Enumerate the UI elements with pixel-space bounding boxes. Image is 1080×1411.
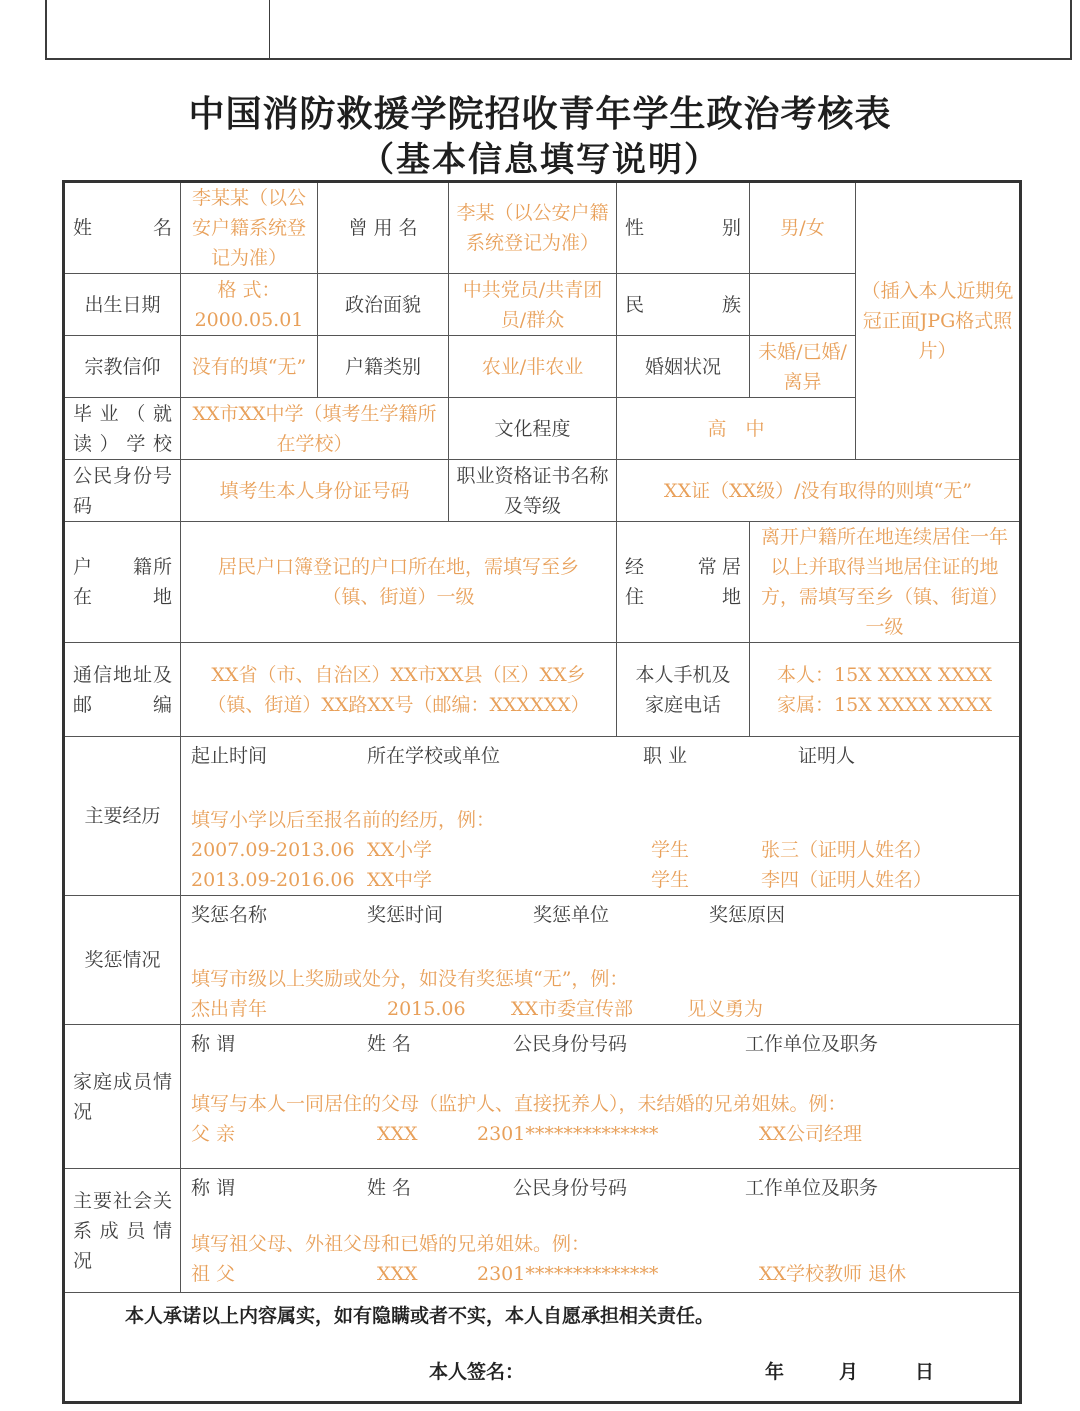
signature-line (69, 1331, 1015, 1387)
cell-job: XX学校教师 退休 (759, 1263, 907, 1285)
social-col-id: 公民身份号码 (513, 1177, 628, 1199)
social-relations-label: 主要社会关系成员情 况 (64, 1169, 181, 1293)
social-col-job: 工作单位及职务 (745, 1177, 879, 1199)
cell-name: XXX (377, 1263, 418, 1285)
experience-col-job: 职 业 (643, 745, 688, 767)
cell-reward-unit: XX市委宣传部 (511, 998, 634, 1020)
cell-period: 2007.09-2013.06 (191, 839, 355, 861)
experience-columns (191, 737, 1015, 771)
cell-reward-time: 2015.06 (387, 998, 466, 1020)
household-type-label: 户籍类别 (318, 336, 449, 398)
cell-name: XXX (377, 1123, 418, 1145)
experience-col-witness: 证明人 (798, 745, 856, 767)
marital-status-field[interactable]: 未婚/已婚/离异 (750, 336, 856, 398)
experience-row (191, 835, 1015, 865)
social-relations-field[interactable] (181, 1169, 1021, 1293)
household-type-field[interactable]: 农业/非农业 (449, 336, 617, 398)
family-col-name: 姓 名 (367, 1033, 412, 1055)
date-year[interactable]: 年 (765, 1361, 785, 1383)
marital-status-label: 婚姻状况 (617, 336, 750, 398)
family-field[interactable] (181, 1025, 1021, 1169)
rewards-col-unit: 奖惩单位 (533, 904, 610, 926)
cell-relation: 祖 父 (191, 1263, 236, 1285)
family-row (191, 1119, 1015, 1149)
phone-label: 本人手机及家庭电话 (617, 643, 750, 737)
social-col-name: 姓 名 (367, 1177, 412, 1199)
certificate-field[interactable]: XX证（XX级）/没有取得的则填“无” (617, 460, 1021, 522)
former-name-label: 曾 用 名 (318, 182, 449, 274)
ethnicity-label: 民 族 (617, 274, 750, 336)
cell-job: XX公司经理 (759, 1123, 863, 1145)
social-hint: 填写祖父母、外祖父母和已婚的兄弟姐妹。例： (191, 1233, 591, 1255)
certificate-label: 职业资格证书名称及等级 (449, 460, 617, 522)
cell-relation: 父 亲 (191, 1123, 236, 1145)
political-status-field[interactable]: 中共党员/共青团员/群众 (449, 274, 617, 336)
name-label: 姓 名 (64, 182, 181, 274)
political-status-label: 政治面貌 (318, 274, 449, 336)
social-columns (191, 1169, 1015, 1203)
cell-reward-name: 杰出青年 (191, 998, 268, 1020)
rewards-field[interactable] (181, 896, 1021, 1025)
date-month[interactable]: 月 (839, 1361, 859, 1383)
rewards-col-reason: 奖惩原因 (709, 904, 786, 926)
date-day[interactable]: 日 (915, 1361, 935, 1383)
form-subtitle: （基本信息填写说明） (360, 140, 720, 180)
residence-label: 经 常居 住 地 (617, 522, 750, 643)
previous-page-table-fragment (45, 0, 1072, 60)
address-label: 通信地址及 邮 编 (64, 643, 181, 737)
address-field[interactable]: XX省（市、自治区）XX市XX县（区）XX乡（镇、街道）XX路XX号（邮编：XXXXXX） (181, 643, 617, 737)
family-columns (191, 1025, 1015, 1059)
family-col-job: 工作单位及职务 (745, 1033, 879, 1055)
id-number-field[interactable]: 填考生本人身份证号码 (181, 460, 449, 522)
hukou-location-label: 户 籍所 在 地 (64, 522, 181, 643)
phone-self: 本人：15X XXXX XXXX (777, 663, 992, 686)
experience-row (191, 865, 1015, 895)
hukou-location-field[interactable]: 居民户口簿登记的户口所在地，需填写至乡（镇、街道）一级 (181, 522, 617, 643)
experience-field[interactable] (181, 737, 1021, 896)
rewards-hint: 填写市级以上奖励或处分，如没有奖惩填“无”，例： (191, 968, 629, 990)
rewards-columns (191, 896, 1015, 930)
pledge-statement: 本人承诺以上内容属实，如有隐瞒或者不实，本人自愿承担相关责任。 (125, 1305, 715, 1327)
religion-field[interactable]: 没有的填“无” (181, 336, 318, 398)
cell-id: 2301************** (477, 1123, 659, 1145)
family-col-id: 公民身份号码 (513, 1033, 628, 1055)
experience-col-period: 起止时间 (191, 745, 268, 767)
experience-hint: 填写小学以后至报名前的经历，例： (191, 809, 496, 831)
birth-date-field[interactable]: 格 式：2000.05.01 (181, 274, 318, 336)
education-field[interactable]: 高 中 (617, 398, 856, 460)
ethnicity-field[interactable] (750, 274, 856, 336)
cell-unit: XX小学 (367, 839, 433, 861)
table-divider (269, 0, 270, 58)
cell-reward-reason: 见义勇为 (687, 998, 764, 1020)
cell-period: 2013.09-2016.06 (191, 869, 355, 891)
photo-placeholder[interactable]: （插入本人近期免冠正面JPG格式照片） (856, 182, 1021, 460)
cell-unit: XX中学 (367, 869, 433, 891)
cell-job: 学生 (651, 869, 690, 891)
gender-field[interactable]: 男/女 (750, 182, 856, 274)
rewards-col-time: 奖惩时间 (367, 904, 444, 926)
school-label: 毕业（就读）学校 (64, 398, 181, 460)
school-field[interactable]: XX市XX中学（填考生学籍所在学校） (181, 398, 449, 460)
social-col-relation: 称 谓 (191, 1177, 236, 1199)
family-col-relation: 称 谓 (191, 1033, 236, 1055)
form-title: 中国消防救援学院招收青年学生政治考核表 (188, 93, 892, 135)
education-label: 文化程度 (449, 398, 617, 460)
rewards-label: 奖惩情况 (64, 896, 181, 1025)
family-label: 家庭成员情 况 (64, 1025, 181, 1169)
rewards-row (191, 994, 1015, 1024)
residence-field[interactable]: 离开户籍所在地连续居住一年以上并取得当地居住证的地方，需填写至乡（镇、街道）一级 (750, 522, 1021, 643)
social-row (191, 1259, 1015, 1289)
experience-col-unit: 所在学校或单位 (367, 745, 501, 767)
rewards-col-name: 奖惩名称 (191, 904, 268, 926)
experience-label: 主要经历 (64, 737, 181, 896)
gender-label: 性 别 (617, 182, 750, 274)
signature-label[interactable]: 本人签名： (429, 1361, 525, 1383)
phone-family: 家属：15X XXXX XXXX (777, 693, 992, 716)
phone-field[interactable] (750, 643, 1021, 737)
birth-date-label: 出生日期 (64, 274, 181, 336)
id-number-label: 公民身份号 码 (64, 460, 181, 522)
cell-job: 学生 (651, 839, 690, 861)
religion-label: 宗教信仰 (64, 336, 181, 398)
name-field[interactable]: 李某某（以公安户籍系统登记为准） (181, 182, 318, 274)
former-name-field[interactable]: 李某（以公安户籍系统登记为准） (449, 182, 617, 274)
pledge-section (64, 1293, 1021, 1403)
political-review-form (62, 180, 1022, 1404)
cell-witness: 张三（证明人姓名） (761, 839, 933, 861)
cell-id: 2301************** (477, 1263, 659, 1285)
cell-witness: 李四（证明人姓名） (761, 869, 933, 891)
family-hint: 填写与本人一同居住的父母（监护人、直接抚养人），未结婚的兄弟姐妹。例： (191, 1093, 847, 1115)
